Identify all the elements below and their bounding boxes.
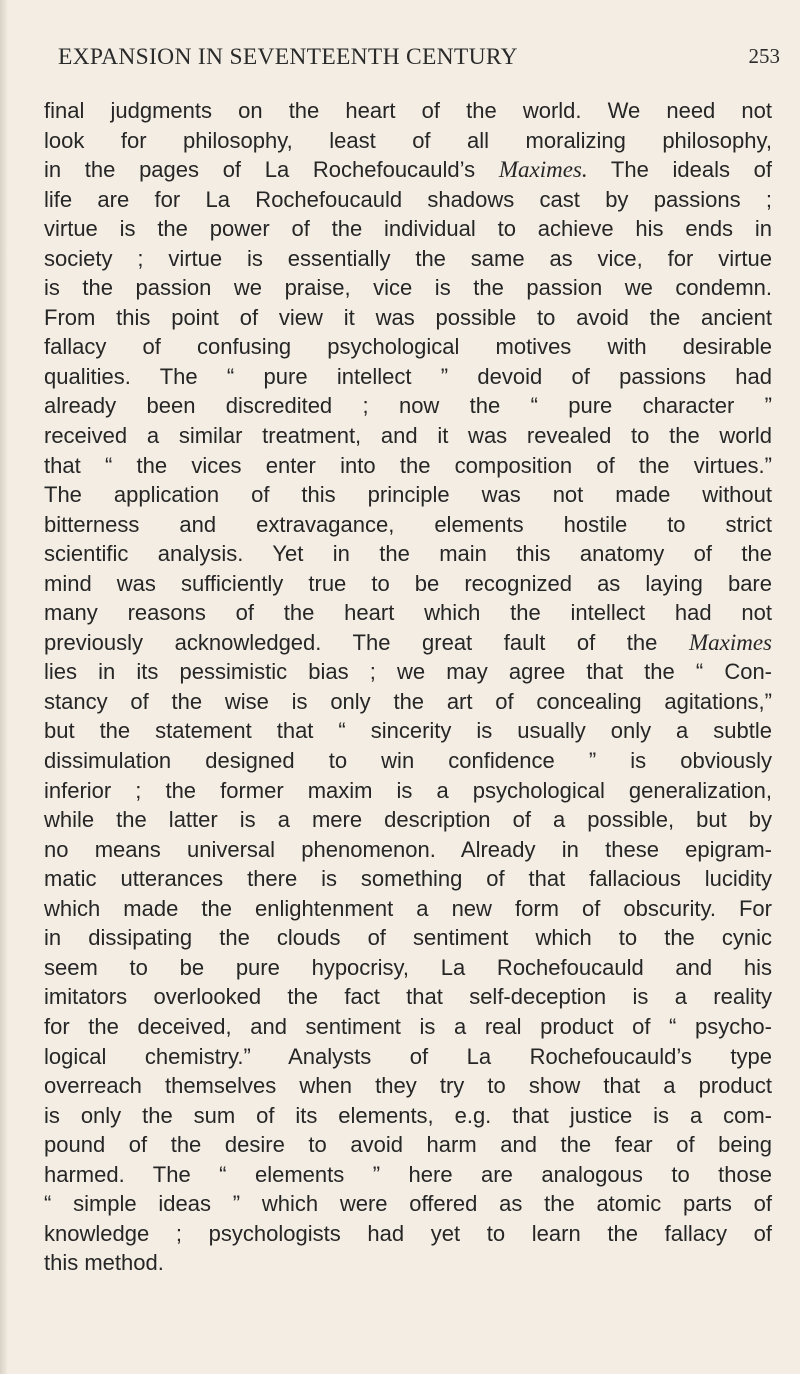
text-run: in the pages of La Rochefoucauld’s	[44, 157, 499, 183]
text-run: imitators overlooked the fact that self-deception is a reality	[44, 984, 772, 1010]
text-run: already been discredited ; now the “ pure character ”	[44, 393, 772, 419]
text-run: many reasons of the heart which the intellect had not	[44, 600, 772, 626]
text-line	[44, 628, 772, 658]
text-line	[44, 805, 772, 835]
text-line	[44, 391, 772, 421]
text-line	[44, 96, 772, 126]
text-run: inferior ; the former maxim is a psychological generalization,	[44, 777, 772, 803]
text-run: which made the enlightenment a new form of obscurity. For	[44, 895, 772, 921]
text-run: The ideals of	[587, 157, 772, 183]
text-run: overreach themselves when they try to show that a product	[44, 1073, 772, 1099]
text-line	[44, 510, 772, 540]
text-line	[44, 185, 772, 215]
text-run: that “ the vices enter into the composition of the virtues.”	[44, 452, 772, 478]
text-line	[44, 332, 772, 362]
text-run: for the deceived, and sentiment is a real product of “ psycho-	[44, 1013, 772, 1039]
text-run: in dissipating the clouds of sentiment which to the cynic	[44, 925, 772, 951]
italic-title: Maximes.	[498, 157, 588, 183]
text-line	[44, 126, 772, 156]
text-run: The application of this principle was not made without	[44, 482, 772, 508]
text-run: harmed. The “ elements ” here are analogous to those	[44, 1161, 772, 1187]
text-run: matic utterances there is something of that fallacious lucidity	[44, 866, 772, 892]
text-run: this method.	[44, 1250, 164, 1276]
text-run: dissimulation designed to win confidence ” is obviously	[44, 748, 772, 774]
text-line	[44, 835, 772, 865]
text-line	[44, 1071, 772, 1101]
text-line	[44, 687, 772, 717]
text-line	[44, 1219, 772, 1249]
text-run: pound of the desire to avoid harm and the fear of being	[44, 1132, 772, 1158]
text-run: no means universal phenomenon. Already in these epigram-	[44, 836, 772, 862]
text-run: previously acknowledged. The great fault of the	[44, 629, 689, 655]
text-line	[44, 1042, 772, 1072]
text-line	[44, 539, 772, 569]
text-run: bitterness and extravagance, elements hostile to strict	[44, 511, 772, 537]
text-line	[44, 746, 772, 776]
italic-title: Maximes	[688, 629, 772, 655]
text-run: lies in its pessimistic bias ; we may agree that the “ Con-	[44, 659, 772, 685]
text-run: while the latter is a mere description of a possible, but by	[44, 807, 772, 833]
text-run: stancy of the wise is only the art of concealing agitations,”	[44, 688, 772, 714]
text-run: received a similar treatment, and it was revealed to the world	[44, 423, 772, 449]
text-line	[44, 480, 772, 510]
text-line	[44, 569, 772, 599]
text-run: virtue is the power of the individual to achieve his ends in	[44, 216, 772, 242]
text-run: qualities. The “ pure intellect ” devoid of passions had	[44, 363, 772, 389]
text-run: but the statement that “ sincerity is usually only a subtle	[44, 718, 772, 744]
text-run: “ simple ideas ” which were offered as the atomic parts of	[44, 1191, 772, 1217]
text-line	[44, 953, 772, 983]
text-line	[44, 421, 772, 451]
text-run: logical chemistry.” Analysts of La Rochefoucauld’s type	[44, 1043, 772, 1069]
text-run: mind was sufficiently true to be recognized as laying bare	[44, 570, 772, 596]
text-line	[44, 244, 772, 274]
page-edge-shadow	[0, 0, 7, 1374]
text-line	[44, 894, 772, 924]
text-run: society ; virtue is essentially the same as vice, for virtue	[44, 245, 772, 271]
text-line	[44, 716, 772, 746]
text-line	[44, 657, 772, 687]
text-run: look for philosophy, least of all moralizing philosophy,	[44, 127, 772, 153]
text-line	[44, 303, 772, 333]
text-line	[44, 155, 772, 185]
text-line	[44, 214, 772, 244]
text-line	[44, 923, 772, 953]
running-head	[58, 44, 780, 78]
text-run: From this point of view it was possible to avoid the ancient	[44, 304, 772, 330]
text-line	[44, 1101, 772, 1131]
text-line	[44, 451, 772, 481]
text-line	[44, 1130, 772, 1160]
running-title: EXPANSION IN SEVENTEENTH CENTURY	[58, 44, 518, 70]
text-line	[44, 1160, 772, 1190]
body-text	[44, 96, 772, 1278]
text-run: life are for La Rochefoucauld shadows cast by passions ;	[44, 186, 772, 212]
text-line	[44, 1189, 772, 1219]
text-run: knowledge ; psychologists had yet to learn the fallacy of	[44, 1220, 772, 1246]
text-line	[44, 598, 772, 628]
text-run: fallacy of confusing psychological motives with desirable	[44, 334, 772, 360]
text-line	[44, 1012, 772, 1042]
text-line	[44, 362, 772, 392]
text-run: seem to be pure hypocrisy, La Rochefoucauld and his	[44, 954, 772, 980]
text-line	[44, 864, 772, 894]
text-run: is the passion we praise, vice is the passion we condemn.	[44, 275, 772, 301]
text-line	[44, 273, 772, 303]
text-run: is only the sum of its elements, e.g. that justice is a com-	[44, 1102, 772, 1128]
text-line	[44, 776, 772, 806]
text-run: scientific analysis. Yet in the main this anatomy of the	[44, 541, 772, 567]
text-run: final judgments on the heart of the world. We need not	[44, 98, 772, 123]
page-number: 253	[748, 44, 780, 68]
text-line	[44, 1248, 772, 1278]
text-line	[44, 982, 772, 1012]
